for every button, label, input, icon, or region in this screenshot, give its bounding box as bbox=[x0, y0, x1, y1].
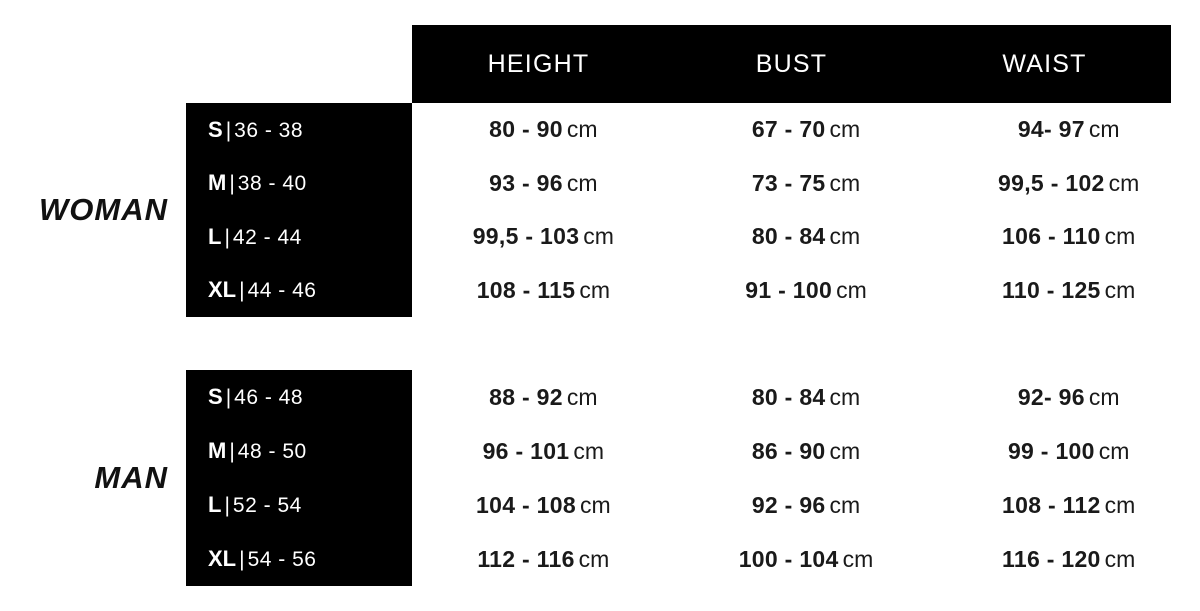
section-woman bbox=[0, 103, 1200, 317]
size-code: L bbox=[208, 223, 222, 249]
size-eu: 44 - 46 bbox=[247, 279, 317, 303]
size-eu: 42 - 44 bbox=[232, 225, 302, 249]
section-man bbox=[0, 370, 1200, 586]
measurement-unit: cm bbox=[1088, 116, 1120, 143]
measurement-value: 80 - 84 bbox=[751, 383, 826, 410]
table-row bbox=[186, 157, 1200, 211]
measurement-unit: cm bbox=[1104, 223, 1136, 250]
measurement-unit: cm bbox=[1108, 169, 1140, 196]
size-cell bbox=[186, 438, 412, 464]
size-separator: | bbox=[229, 440, 235, 463]
measurement-waist bbox=[937, 492, 1200, 519]
measurement-bust bbox=[675, 492, 938, 519]
measurement-unit: cm bbox=[1104, 545, 1136, 572]
measurement-unit: cm bbox=[842, 545, 874, 572]
table-header-row bbox=[412, 25, 1171, 103]
size-cell bbox=[186, 384, 412, 410]
measurement-bust bbox=[675, 546, 938, 573]
measurement-unit: cm bbox=[578, 545, 610, 572]
measurement-unit: cm bbox=[829, 169, 861, 196]
measurement-value: 80 - 84 bbox=[751, 223, 826, 250]
measurement-waist bbox=[937, 277, 1200, 304]
measurement-value: 93 - 96 bbox=[489, 169, 563, 196]
size-separator: | bbox=[225, 118, 232, 142]
size-separator: | bbox=[239, 279, 245, 303]
measurement-value: 108 - 115 bbox=[476, 276, 576, 303]
measurement-value: 104 - 108 bbox=[476, 491, 576, 518]
measurement-height bbox=[412, 277, 675, 304]
column-header-height: HEIGHT bbox=[487, 49, 590, 78]
measurement-height bbox=[412, 384, 675, 411]
measurement-bust bbox=[675, 384, 938, 411]
section-label-text: WOMAN bbox=[39, 192, 168, 227]
measurement-height bbox=[412, 116, 675, 143]
table-row bbox=[186, 532, 1200, 586]
size-code: M bbox=[208, 438, 227, 463]
measurement-height bbox=[412, 223, 675, 250]
measurement-value: 106 - 110 bbox=[1002, 223, 1101, 250]
measurement-waist bbox=[937, 170, 1200, 197]
size-eu: 38 - 40 bbox=[237, 172, 307, 196]
section-label-woman bbox=[0, 103, 186, 317]
measurement-unit: cm bbox=[566, 383, 598, 410]
size-cell bbox=[186, 224, 412, 250]
size-code: S bbox=[208, 384, 223, 409]
measurement-value: 73 - 75 bbox=[751, 169, 826, 196]
measurement-waist bbox=[937, 223, 1200, 250]
measurement-unit: cm bbox=[829, 491, 861, 518]
size-eu: 46 - 48 bbox=[234, 386, 304, 409]
measurement-bust bbox=[675, 277, 938, 304]
table-row bbox=[186, 424, 1200, 478]
table-row bbox=[186, 103, 1200, 157]
measurement-waist bbox=[937, 116, 1200, 143]
table-row bbox=[186, 264, 1200, 318]
section-label-man bbox=[0, 370, 186, 586]
column-header-waist: WAIST bbox=[1002, 49, 1087, 78]
measurement-unit: cm bbox=[1104, 491, 1136, 518]
measurement-bust bbox=[675, 223, 938, 250]
measurement-unit: cm bbox=[566, 169, 598, 196]
size-eu: 48 - 50 bbox=[237, 440, 307, 463]
size-cell bbox=[186, 117, 412, 143]
measurement-value: 99,5 - 103 bbox=[472, 223, 580, 250]
rows-man bbox=[186, 370, 1200, 586]
measurement-value: 67 - 70 bbox=[751, 116, 826, 143]
size-cell bbox=[186, 170, 412, 196]
measurement-value: 92- 96 bbox=[1017, 383, 1085, 410]
size-code: XL bbox=[208, 277, 237, 303]
measurement-waist bbox=[937, 546, 1200, 573]
measurement-unit: cm bbox=[583, 223, 614, 250]
measurement-unit: cm bbox=[579, 276, 610, 303]
rows-woman bbox=[186, 103, 1200, 317]
size-code: XL bbox=[208, 546, 237, 571]
measurement-value: 108 - 112 bbox=[1002, 491, 1101, 518]
size-code: M bbox=[208, 170, 227, 196]
measurement-height bbox=[412, 170, 675, 197]
size-cell bbox=[186, 492, 412, 518]
measurement-height bbox=[412, 492, 675, 519]
measurement-value: 112 - 116 bbox=[477, 545, 575, 572]
measurement-unit: cm bbox=[829, 223, 861, 250]
measurement-waist bbox=[937, 384, 1200, 411]
size-cell bbox=[186, 546, 412, 572]
measurement-unit: cm bbox=[836, 276, 867, 303]
measurement-unit: cm bbox=[829, 383, 861, 410]
section-label-text: MAN bbox=[94, 460, 168, 495]
measurement-value: 80 - 90 bbox=[489, 116, 563, 143]
measurement-bust bbox=[675, 170, 938, 197]
measurement-value: 110 - 125 bbox=[1002, 276, 1101, 303]
measurement-height bbox=[412, 546, 675, 573]
measurement-unit: cm bbox=[1098, 437, 1130, 464]
measurement-value: 100 - 104 bbox=[738, 545, 839, 572]
measurement-value: 86 - 90 bbox=[751, 437, 826, 464]
measurement-value: 116 - 120 bbox=[1002, 545, 1101, 572]
size-code: S bbox=[208, 116, 223, 142]
size-code: L bbox=[208, 492, 222, 517]
measurement-value: 92 - 96 bbox=[751, 491, 826, 518]
measurement-value: 99 - 100 bbox=[1007, 437, 1095, 464]
measurement-value: 91 - 100 bbox=[745, 276, 833, 303]
measurement-value: 88 - 92 bbox=[489, 383, 563, 410]
measurement-unit: cm bbox=[579, 491, 611, 518]
size-separator: | bbox=[229, 172, 235, 196]
measurement-bust bbox=[675, 438, 938, 465]
size-eu: 36 - 38 bbox=[234, 118, 304, 142]
size-separator: | bbox=[239, 548, 245, 571]
measurement-unit: cm bbox=[566, 116, 598, 143]
size-separator: | bbox=[224, 225, 230, 249]
measurement-value: 99,5 - 102 bbox=[998, 169, 1105, 196]
size-eu: 52 - 54 bbox=[232, 494, 302, 517]
measurement-unit: cm bbox=[573, 437, 605, 464]
measurement-value: 94- 97 bbox=[1017, 116, 1085, 143]
measurement-value: 96 - 101 bbox=[482, 437, 570, 464]
table-row bbox=[186, 370, 1200, 424]
table-row bbox=[186, 210, 1200, 264]
size-separator: | bbox=[224, 494, 230, 517]
column-header-bust: BUST bbox=[755, 49, 828, 78]
measurement-bust bbox=[675, 116, 938, 143]
measurement-height bbox=[412, 438, 675, 465]
size-cell bbox=[186, 277, 412, 303]
measurement-waist bbox=[937, 438, 1200, 465]
table-row bbox=[186, 478, 1200, 532]
measurement-unit: cm bbox=[829, 116, 861, 143]
size-separator: | bbox=[225, 386, 232, 409]
measurement-unit: cm bbox=[829, 437, 861, 464]
measurement-unit: cm bbox=[1104, 276, 1136, 303]
measurement-unit: cm bbox=[1088, 383, 1120, 410]
size-eu: 54 - 56 bbox=[247, 548, 317, 571]
